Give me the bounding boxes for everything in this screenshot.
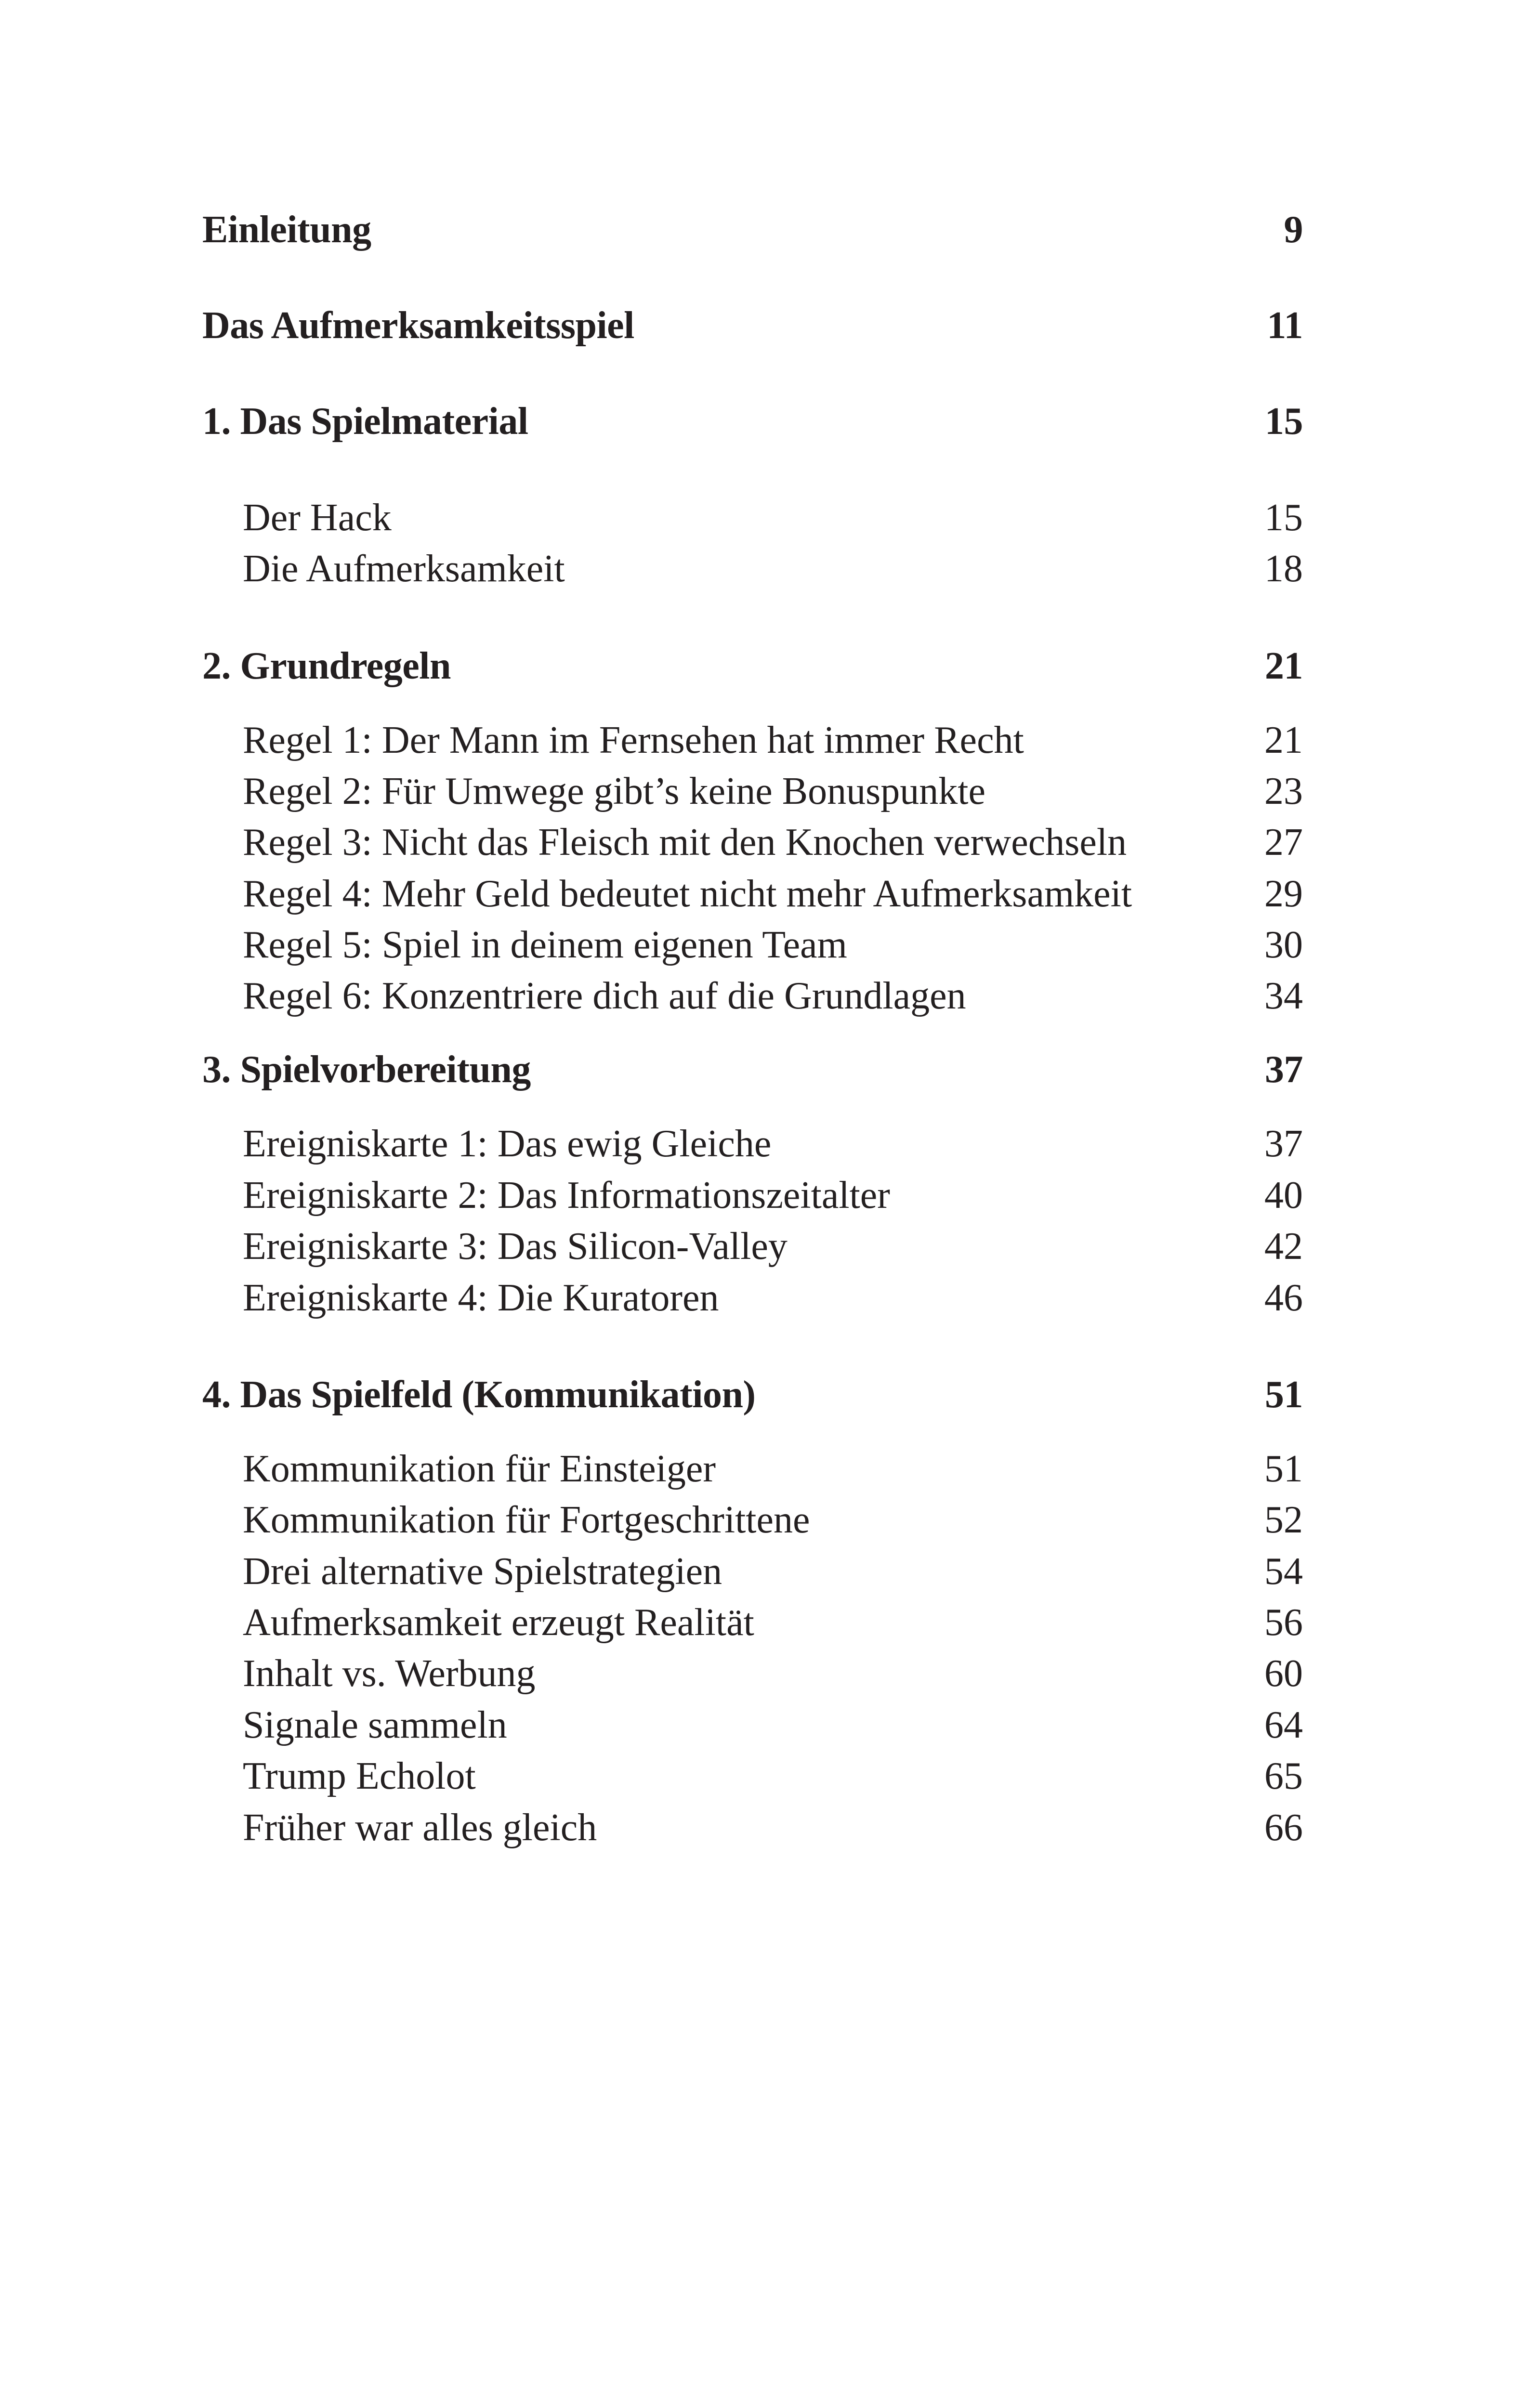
toc-entry-sub: [243, 918, 1303, 971]
toc-entry-title: Kommunikation für Einsteiger: [243, 1448, 716, 1490]
toc-entry-sub: [243, 816, 1303, 869]
toc-entry-title: Trump Echolot: [243, 1755, 476, 1797]
toc-entry-title: Das Aufmerksamkeitsspiel: [202, 304, 634, 347]
toc-entry-sub: [243, 1117, 1303, 1170]
toc-entry-page: 21: [1265, 645, 1303, 687]
toc-entry-title: Kommunikation für Fortgeschrittene: [243, 1499, 810, 1541]
toc-entry-page: 18: [1264, 548, 1303, 590]
toc-entry-sub: [243, 867, 1303, 920]
toc-entry-title: Einleitung: [202, 209, 371, 251]
toc-entry-page: 11: [1267, 304, 1303, 347]
toc-entry-page: 30: [1264, 924, 1303, 966]
toc-entry-heading: [202, 640, 1303, 693]
toc-entry-title: Drei alternative Spielstrategien: [243, 1550, 722, 1593]
toc-entry-sub: [243, 714, 1303, 767]
toc-entry-page: 15: [1264, 497, 1303, 539]
toc-entry-page: 51: [1265, 1374, 1303, 1416]
toc-entry-sub: [243, 1750, 1303, 1803]
toc-entry-title: Regel 2: Für Umwege gibt’s keine Bonuspunkte: [243, 770, 986, 812]
toc-entry-page: 56: [1264, 1601, 1303, 1644]
toc-entry-page: 9: [1284, 209, 1303, 251]
toc-entry-title: Aufmerksamkeit erzeugt Realität: [243, 1601, 754, 1644]
toc-entry-page: 66: [1264, 1806, 1303, 1849]
toc-entry-title: 1. Das Spielmaterial: [202, 400, 528, 443]
toc-entry-title: Ereigniskarte 1: Das ewig Gleiche: [243, 1123, 772, 1165]
toc-entry-sub: [243, 1271, 1303, 1324]
toc-entry-page: 40: [1264, 1174, 1303, 1217]
toc-entry-page: 37: [1264, 1123, 1303, 1165]
toc-entry-page: 54: [1264, 1550, 1303, 1593]
toc-entry-page: 46: [1264, 1277, 1303, 1319]
toc-entry-sub: [243, 491, 1303, 544]
toc-entry-title: Früher war alles gleich: [243, 1806, 597, 1849]
toc-entry-page: 21: [1264, 719, 1303, 761]
toc-entry-title: 4. Das Spielfeld (Kommunikation): [202, 1374, 756, 1416]
toc-entry-title: Ereigniskarte 3: Das Silicon-Valley: [243, 1225, 788, 1268]
toc-entry-sub: [243, 1596, 1303, 1649]
toc-entry-sub: [243, 969, 1303, 1022]
toc-entry-page: 23: [1264, 770, 1303, 812]
toc-entry-page: 51: [1264, 1448, 1303, 1490]
toc-entry-page: 42: [1264, 1225, 1303, 1268]
toc-entry-title: Ereigniskarte 2: Das Informationszeitalter: [243, 1174, 890, 1217]
toc-entry-sub: [243, 1169, 1303, 1222]
toc-entry-title: Regel 6: Konzentriere dich auf die Grundlagen: [243, 975, 966, 1017]
toc-entry-page: 15: [1265, 400, 1303, 443]
toc-entry-heading: [202, 1043, 1303, 1096]
toc-entry-sub: [243, 1801, 1303, 1854]
toc-entry-title: Ereigniskarte 4: Die Kuratoren: [243, 1277, 719, 1319]
toc-entry-heading: [202, 1368, 1303, 1421]
toc-entry-page: 37: [1265, 1048, 1303, 1091]
toc-entry-page: 27: [1264, 821, 1303, 864]
toc-entry-title: Die Aufmerksamkeit: [243, 548, 565, 590]
toc-entry-sub: [243, 1220, 1303, 1273]
toc-entry-title: 3. Spielvorbereitung: [202, 1048, 531, 1091]
toc-entry-title: Regel 4: Mehr Geld bedeutet nicht mehr Aufmerksamkeit: [243, 873, 1132, 915]
toc-entry-title: 2. Grundregeln: [202, 645, 451, 687]
table-of-contents: [202, 0, 1303, 2408]
toc-entry-title: Regel 3: Nicht das Fleisch mit den Knochen verwechseln: [243, 821, 1127, 864]
toc-entry-page: 65: [1264, 1755, 1303, 1797]
toc-entry-sub: [243, 1545, 1303, 1598]
toc-entry-heading: [202, 203, 1303, 256]
toc-entry-title: Signale sammeln: [243, 1704, 507, 1746]
toc-entry-page: 29: [1264, 873, 1303, 915]
toc-entry-heading: [202, 395, 1303, 448]
toc-entry-sub: [243, 1647, 1303, 1700]
toc-entry-title: Inhalt vs. Werbung: [243, 1652, 536, 1695]
toc-entry-page: 34: [1264, 975, 1303, 1017]
toc-entry-sub: [243, 1442, 1303, 1495]
toc-entry-heading: [202, 299, 1303, 352]
toc-entry-title: Regel 1: Der Mann im Fernsehen hat immer Recht: [243, 719, 1024, 761]
toc-entry-page: 60: [1264, 1652, 1303, 1695]
toc-entry-sub: [243, 542, 1303, 595]
toc-entry-sub: [243, 1699, 1303, 1752]
toc-entry-title: Regel 5: Spiel in deinem eigenen Team: [243, 924, 847, 966]
toc-entry-sub: [243, 765, 1303, 818]
toc-entry-page: 52: [1264, 1499, 1303, 1541]
toc-entry-title: Der Hack: [243, 497, 392, 539]
toc-entry-sub: [243, 1493, 1303, 1546]
toc-entry-page: 64: [1264, 1704, 1303, 1746]
